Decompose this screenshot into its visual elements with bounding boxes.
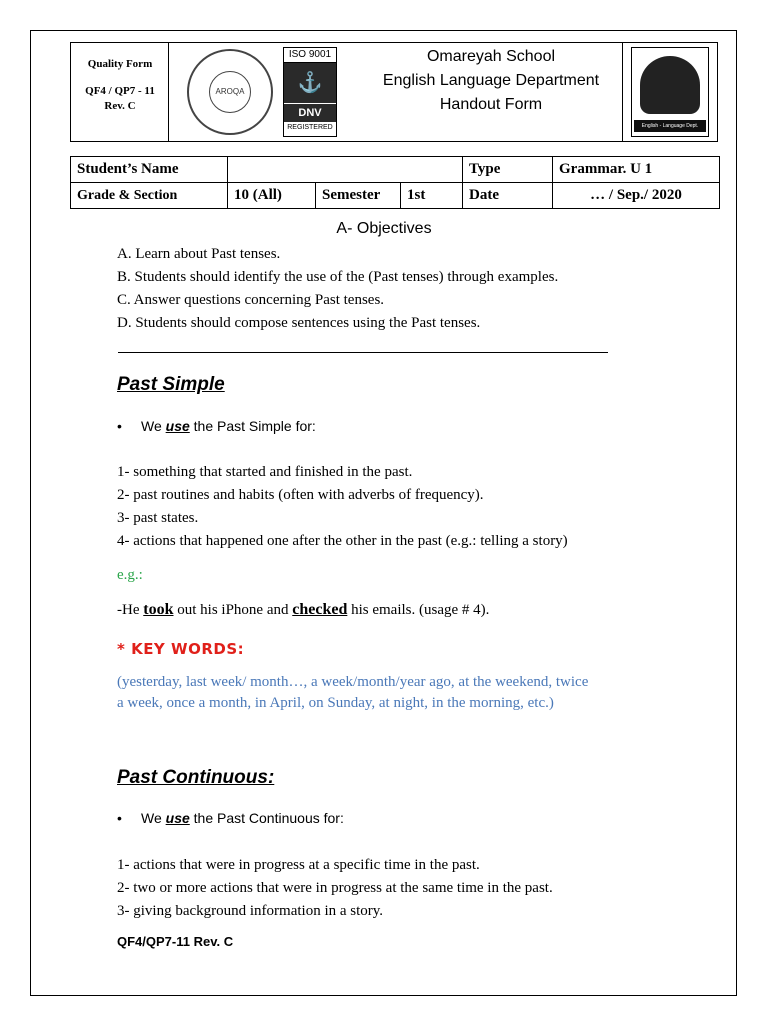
past-simple-bullet (117, 418, 316, 434)
past-continuous-title: Past Continuous: (117, 767, 275, 788)
example-verb: checked (292, 601, 348, 618)
department-name: English Language Department (382, 72, 600, 89)
registered-label: REGISTERED (287, 124, 333, 131)
example-part: out his iPhone and (173, 602, 293, 618)
dnv-label: DNV (284, 103, 336, 122)
past-continuous-use: 3- giving background information in a story. (117, 903, 384, 919)
type-value: Grammar. U 1 (553, 157, 720, 183)
quality-form-cell (71, 43, 169, 141)
student-info-table (70, 156, 720, 209)
dept-logo-caption: English - Language Dept. (634, 120, 706, 132)
key-words-line: a week, once a month, in April, on Sunday, at night, in the morning, etc.) (117, 695, 554, 711)
past-continuous-bullet (117, 810, 344, 826)
objective-item: D. Students should compose sentences using the Past tenses. (117, 315, 481, 331)
key-words-line: (yesterday, last week/ month…, a week/month/year ago, at the weekend, twice (117, 674, 589, 690)
footer-code: QF4/QP7-11 Rev. C (117, 934, 234, 949)
form-type: Handout Form (439, 96, 543, 113)
example-part: -He (117, 602, 144, 618)
key-words-label: * KEY WORDS: (117, 640, 245, 658)
semester-value: 1st (401, 183, 463, 209)
department-emblem-icon (640, 56, 700, 114)
quality-form-label: Quality Form (87, 58, 153, 70)
objectives-title: A- Objectives (336, 220, 432, 237)
past-continuous-use: 1- actions that were in progress at a specific time in the past. (117, 857, 480, 873)
form-code: QF4 / QP7 - 11 (85, 85, 155, 97)
objective-item: C. Answer questions concerning Past tenses. (117, 292, 385, 308)
objective-item: A. Learn about Past tenses. (117, 246, 281, 262)
past-simple-use: 3- past states. (117, 510, 199, 526)
school-name: Omareyah School (426, 48, 556, 65)
past-simple-example (117, 601, 489, 619)
bullet-dot-icon: • (117, 418, 122, 434)
date-value: … / Sep./ 2020 (553, 183, 720, 209)
bullet-post: the Past Continuous for: (189, 810, 344, 826)
type-label: Type (463, 157, 553, 183)
grade-section-value: 10 (All) (228, 183, 316, 209)
header-table (70, 42, 718, 142)
revision: Rev. C (104, 100, 136, 112)
dept-logo-cell (623, 43, 717, 141)
semester-label: Semester (316, 183, 401, 209)
student-name-label: Student’s Name (71, 157, 228, 183)
past-continuous-use: 2- two or more actions that were in progress at the same time in the past. (117, 880, 553, 896)
iso-label: ISO 9001 (284, 48, 336, 63)
bullet-use: use (165, 810, 190, 826)
past-simple-title: Past Simple (117, 374, 225, 395)
department-logo (631, 47, 709, 137)
past-simple-use: 4- actions that happened one after the other in the past (e.g.: telling a story) (117, 533, 568, 549)
eg-label: e.g.: (117, 567, 143, 583)
divider-line (118, 352, 608, 353)
aroqa-seal-text: AROQA (209, 71, 251, 113)
bullet-dot-icon: • (117, 810, 122, 826)
logos-cell (169, 43, 351, 141)
past-simple-use: 2- past routines and habits (often with adverbs of frequency). (117, 487, 484, 503)
grade-section-label: Grade & Section (71, 183, 228, 209)
example-part: his emails. (usage # 4). (347, 602, 490, 618)
bullet-pre: We (141, 810, 166, 826)
date-label: Date (463, 183, 553, 209)
bullet-pre: We (141, 418, 166, 434)
example-verb: took (143, 601, 174, 618)
past-simple-use: 1- something that started and finished in the past. (117, 464, 413, 480)
school-info-cell (351, 43, 623, 141)
anchor-icon: ⚓ (284, 63, 336, 103)
aroqa-seal-logo (187, 49, 273, 135)
bullet-use: use (165, 418, 190, 434)
objective-item: B. Students should identify the use of the (Past tenses) through examples. (117, 269, 559, 285)
iso-logo (283, 47, 337, 137)
bullet-post: the Past Simple for: (189, 418, 316, 434)
school-info (351, 43, 623, 117)
student-name-field[interactable] (228, 157, 463, 183)
